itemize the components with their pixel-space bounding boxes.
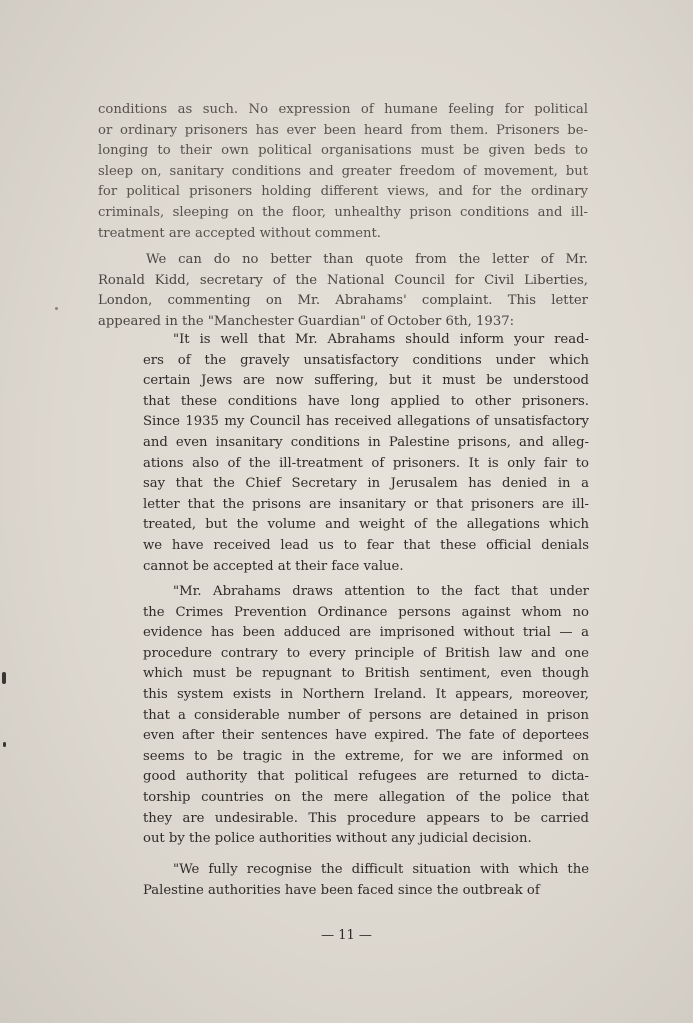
text-line: procedure contrary to every principle of British law and one <box>143 645 589 661</box>
text-line: treated, but the volume and weight of the allegations which <box>143 517 589 533</box>
text-line: evidence has been adduced are imprisoned without trial — a <box>143 625 589 641</box>
text-line: We can do no better than quote from the letter of Mr. <box>146 252 588 267</box>
text-line: this system exists in Northern Ireland. It appears, moreover, <box>143 686 589 702</box>
paragraph-conditions <box>98 100 588 244</box>
text-line: certain Jews are now suffering, but it must be understood <box>143 373 589 389</box>
quote-paragraph-3 <box>143 860 589 901</box>
page-number: — 11 — <box>321 928 372 943</box>
text-line: good authority that political refugees are returned to dicta- <box>143 769 589 785</box>
text-line: which must be repugnant to British sentiment, even though <box>143 666 589 682</box>
text-line: ers of the gravely unsatisfactory conditions under which <box>143 352 589 368</box>
text-line: for political prisoners holding different views, and for the ordinary <box>98 184 588 200</box>
text-line: conditions as such. No expression of humane feeling for political <box>98 102 588 117</box>
text-line: letter that the prisons are insanitary or that prisoners are ill- <box>143 496 589 512</box>
text-line: the Crimes Prevention Ordinance persons against whom no <box>143 604 589 620</box>
margin-mark-1 <box>2 672 6 684</box>
text-line: "It is well that Mr. Abrahams should inform your read- <box>173 332 589 347</box>
text-line: "We fully recognise the difficult situation with which the <box>173 862 589 877</box>
text-line: that a considerable number of persons are detained in prison <box>143 707 589 723</box>
text-line: seems to be tragic in the extreme, for we are informed on <box>143 748 589 764</box>
text-line: sleep on, sanitary conditions and greater freedom of movement, but <box>98 163 588 179</box>
text-line: and even insanitary conditions in Palestine prisons, and alleg- <box>143 434 589 450</box>
margin-mark-2 <box>3 742 6 747</box>
text-line: criminals, sleeping on the floor, unhealthy prison conditions and ill- <box>98 204 588 220</box>
text-line: even after their sentences have expired. The fate of deportees <box>143 728 589 744</box>
text-line: Since 1935 my Council has received allegations of unsatisfactory <box>143 414 589 430</box>
quote-paragraph-1 <box>143 330 589 577</box>
text-line: longing to their own political organisations must be given beds to <box>98 143 588 159</box>
paragraph-letter-intro <box>98 250 588 332</box>
text-line: ations also of the ill-treatment of prisoners. It is only fair to <box>143 455 589 471</box>
text-line: London, commenting on Mr. Abrahams' complaint. This letter <box>98 293 588 309</box>
margin-mark-3 <box>55 307 58 310</box>
text-line: they are undesirable. This procedure appears to be carried <box>143 810 589 826</box>
text-line: appeared in the "Manchester Guardian" of October 6th, 1937: <box>98 313 515 329</box>
text-line: out by the police authorities without any judicial decision. <box>143 831 532 847</box>
text-line: torship countries on the mere allegation of the police that <box>143 789 589 805</box>
text-line: that these conditions have long applied to other prisoners. <box>143 393 589 409</box>
text-line: "Mr. Abrahams draws attention to the fact that under <box>173 584 589 599</box>
text-line: say that the Chief Secretary in Jerusalem has denied in a <box>143 476 589 492</box>
text-line: we have received lead us to fear that these official denials <box>143 537 589 553</box>
text-line: or ordinary prisoners has ever been heard from them. Prisoners be- <box>98 122 588 138</box>
quote-paragraph-2 <box>143 582 589 850</box>
text-line: Palestine authorities have been faced since the outbreak of <box>143 882 540 898</box>
text-line: cannot be accepted at their face value. <box>143 558 404 574</box>
text-line: Ronald Kidd, secretary of the National Council for Civil Liberties, <box>98 272 588 288</box>
text-line: treatment are accepted without comment. <box>98 225 381 241</box>
